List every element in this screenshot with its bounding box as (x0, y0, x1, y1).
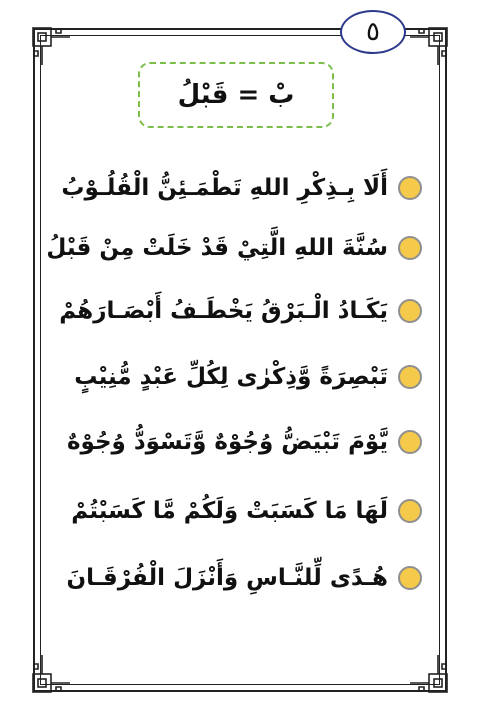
line-text: يَكَـادُ الْـبَرْقُ يَخْطَـفُ أَبْصَـارَهُمْ (59, 298, 388, 324)
bullet-dot-icon (398, 365, 422, 389)
list-item (62, 158, 422, 218)
bullet-dot-icon (398, 236, 422, 260)
bullet-dot-icon (398, 176, 422, 200)
line-text: يَّوْمَ تَبْيَضُّ وُجُوْهٌ وَّتَسْوَدُّ وُجُوْهٌ (66, 429, 388, 455)
line-text: أَلَا بِـذِكْرِ اللهِ تَطْمَـئِنُّ الْقُلُـوْبُ (61, 175, 388, 201)
corner-ornament-icon (404, 649, 450, 695)
bullet-dot-icon (398, 299, 422, 323)
bullet-dot-icon (398, 430, 422, 454)
corner-ornament-icon (404, 25, 450, 71)
line-text: تَبْصِرَةً وَّذِكْرٰى لِكُلِّ عَبْدٍ مُّنِيْبٍ (74, 364, 388, 390)
list-item (62, 347, 422, 407)
line-text: هُـدًى لِّلنَّـاسِ وَأَنْزَلَ الْفُرْقَـانَ (66, 565, 388, 591)
bullet-dot-icon (398, 499, 422, 523)
list-item (62, 481, 422, 541)
list-item (62, 548, 422, 608)
rule-box: بْ = قَبْلُ (138, 62, 334, 128)
list-item (46, 218, 422, 278)
list-item (59, 281, 422, 341)
line-text: سُنَّةَ اللهِ الَّتِيْ قَدْ خَلَتْ مِنْ قَبْلُ (46, 235, 388, 261)
bullet-dot-icon (398, 566, 422, 590)
corner-ornament-icon (30, 25, 76, 71)
page-number: ٥ (340, 10, 406, 54)
list-item (62, 412, 422, 472)
line-text: لَهَا مَا كَسَبَتْ وَلَكُمْ مَّا كَسَبْتُمْ (71, 498, 388, 524)
corner-ornament-icon (30, 649, 76, 695)
